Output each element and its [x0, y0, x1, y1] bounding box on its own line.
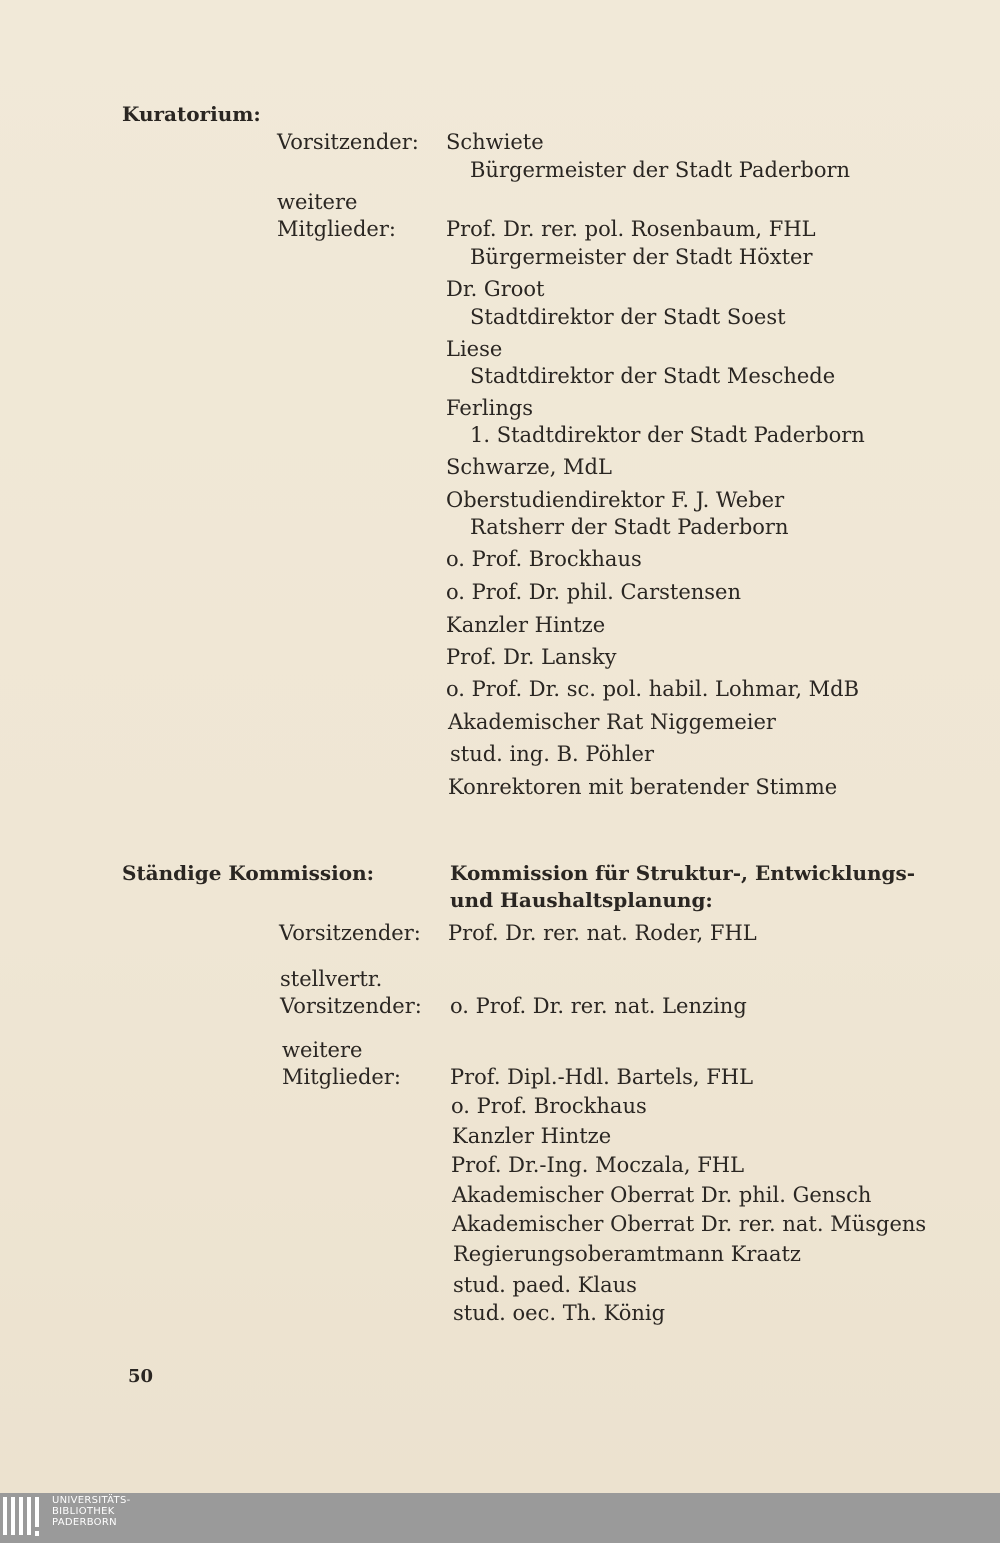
kuratorium-member: o. Prof. Dr. phil. Carstensen [446, 580, 742, 604]
kuratorium-member: Oberstudiendirektor F. J. Weber [446, 488, 785, 512]
kommission-member: o. Prof. Brockhaus [451, 1094, 647, 1118]
kuratorium-member-role: Bürgermeister der Stadt Höxter [470, 245, 813, 269]
library-logo-text [52, 1495, 131, 1528]
kuratorium-member-role: Stadtdirektor der Stadt Meschede [470, 364, 836, 388]
kuratorium-member-role: 1. Stadtdirektor der Stadt Paderborn [470, 423, 865, 447]
kommission-member: Kanzler Hintze [452, 1124, 612, 1148]
kuratorium-chair-label: Vorsitzender: [277, 130, 419, 154]
kommission-member: Regierungsoberamtmann Kraatz [453, 1242, 801, 1266]
kommission-heading: Ständige Kommission: [122, 861, 375, 885]
kuratorium-member: Dr. Groot [446, 277, 545, 301]
library-logo-line-1: UNIVERSITÄTS- [52, 1495, 131, 1506]
kuratorium-member: o. Prof. Brockhaus [446, 547, 642, 571]
kommission-deputy-label-1: stellvertr. [280, 967, 383, 991]
kommission-member: stud. paed. Klaus [453, 1273, 637, 1297]
kommission-member: Prof. Dr.-Ing. Moczala, FHL [451, 1153, 745, 1177]
kuratorium-member: Prof. Dr. rer. pol. Rosenbaum, FHL [446, 217, 816, 241]
kuratorium-member: Konrektoren mit beratender Stimme [448, 775, 838, 799]
kuratorium-member: stud. ing. B. Pöhler [450, 742, 654, 766]
library-logo-line-2: BIBLIOTHEK [52, 1506, 115, 1517]
kommission-members-label-2: Mitglieder: [282, 1065, 401, 1089]
kuratorium-chair-role: Bürgermeister der Stadt Paderborn [470, 158, 851, 182]
kuratorium-chair-name: Schwiete [446, 130, 544, 154]
kommission-member: stud. oec. Th. König [453, 1301, 666, 1325]
kommission-chair-name: Prof. Dr. rer. nat. Roder, FHL [448, 921, 757, 945]
kuratorium-member-role: Stadtdirektor der Stadt Soest [470, 305, 786, 329]
kuratorium-member: Akademischer Rat Niggemeier [448, 710, 776, 734]
kuratorium-member: Kanzler Hintze [446, 613, 606, 637]
library-footer-bar [0, 1493, 1000, 1543]
kuratorium-heading: Kuratorium: [122, 102, 261, 126]
library-logo-line-3: PADERBORN [52, 1517, 117, 1528]
kuratorium-member: Schwarze, MdL [446, 455, 612, 479]
kuratorium-member: Prof. Dr. Lansky [446, 645, 617, 669]
kuratorium-members-label-1: weitere [277, 190, 358, 214]
kommission-member: Akademischer Oberrat Dr. phil. Gensch [452, 1183, 872, 1207]
kommission-title-1: Kommission für Struktur-, Entwicklungs- [450, 861, 916, 885]
kuratorium-members-label-2: Mitglieder: [277, 217, 396, 241]
kuratorium-member: o. Prof. Dr. sc. pol. habil. Lohmar, MdB [446, 677, 860, 701]
kuratorium-member-role: Ratsherr der Stadt Paderborn [470, 515, 789, 539]
kommission-deputy-label-2: Vorsitzender: [280, 994, 422, 1018]
kommission-deputy-name: o. Prof. Dr. rer. nat. Lenzing [450, 994, 747, 1018]
kuratorium-member: Ferlings [446, 396, 534, 420]
kommission-title-2: und Haushaltsplanung: [450, 888, 713, 912]
kommission-chair-label: Vorsitzender: [279, 921, 421, 945]
kommission-member: Akademischer Oberrat Dr. rer. nat. Müsgens [452, 1212, 927, 1236]
page-number: 50 [128, 1366, 154, 1387]
kommission-members-label-1: weitere [282, 1038, 363, 1062]
kuratorium-member: Liese [446, 337, 503, 361]
kommission-member: Prof. Dipl.-Hdl. Bartels, FHL [450, 1065, 754, 1089]
library-logo-icon [3, 1497, 45, 1539]
